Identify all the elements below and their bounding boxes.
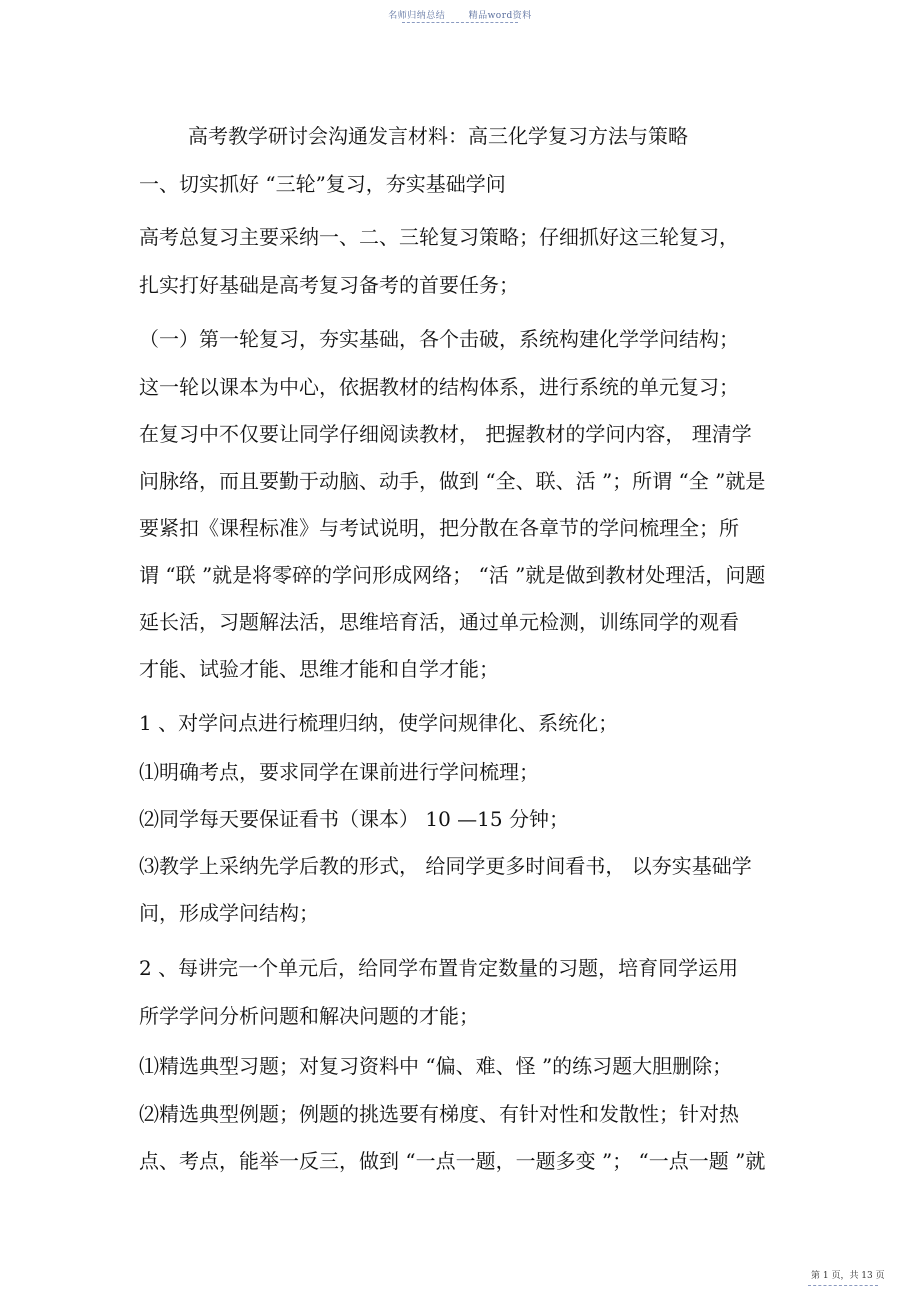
section-heading: 一、切实抓好 “三轮”复习，夯实基础学问	[139, 172, 506, 196]
list-item: ⑴明确考点，要求同学在课前进行学问梳理；	[139, 760, 539, 784]
paragraph-line: 延长活，习题解法活，思维培育活，通过单元检测，训练同学的观看	[139, 610, 739, 634]
paragraph-line: 这一轮以课本为中心，依据教材的结构体系，进行系统的单元复习；	[139, 375, 739, 399]
paragraph-line: 问脉络，而且要勤于动脑、动手，做到 “全、联、活 ”；所谓 “全 ”就是	[139, 469, 766, 493]
paragraph-line: 在复习中不仅要让同学仔细阅读教材， 把握教材的学问内容， 理清学	[139, 422, 752, 446]
header-divider	[402, 22, 518, 23]
list-item: ⑶教学上采纳先学后教的形式， 给同学更多时间看书， 以夯实基础学	[139, 854, 752, 878]
page-header	[0, 8, 920, 21]
list-item: ⑵同学每天要保证看书（课本） 10 —15 分钟；	[139, 807, 569, 831]
paragraph-line: 谓 “联 ”就是将零碎的学问形成网络； “活 ”就是做到教材处理活，问题	[139, 563, 766, 587]
list-item: ⑴精选典型习题；对复习资料中 “偏、难、怪 ”的练习题大胆删除；	[139, 1054, 733, 1078]
numbered-item: 2 、每讲完一个单元后，给同学布置肯定数量的习题，培育同学运用	[139, 956, 739, 980]
paragraph-line: 高考总复习主要采纳一、二、三轮复习策略；仔细抓好这三轮复习，	[139, 225, 739, 249]
paragraph-line: 扎实打好基础是高考复习备考的首要任务；	[139, 273, 519, 297]
paragraph-line: 要紧扣《课程标准》与考试说明，把分散在各章节的学问梳理全；所	[139, 516, 739, 540]
document-title: 高考教学研讨会沟通发言材料：高三化学复习方法与策略	[188, 124, 688, 148]
subsection-heading: （一）第一轮复习，夯实基础，各个击破，系统构建化学学问结构；	[139, 327, 739, 351]
numbered-item: 1 、对学问点进行梳理归纳，使学问规律化、系统化；	[139, 711, 619, 735]
page-number: 第 1 页，共 13 页	[811, 1271, 885, 1281]
header-right-text: 精品word资料	[468, 11, 532, 21]
paragraph-line: 问，形成学问结构；	[139, 901, 319, 925]
footer-divider	[808, 1285, 878, 1286]
paragraph-line: 所学学问分析问题和解决问题的才能；	[139, 1004, 479, 1028]
paragraph-line: 才能、试验才能、思维才能和自学才能；	[139, 657, 499, 681]
paragraph-line: 点、考点，能举一反三，做到 “一点一题，一题多变 ”； “一点一题 ”就	[139, 1149, 766, 1173]
header-left-text: 名师归纳总结	[388, 11, 446, 21]
list-item: ⑵精选典型例题；例题的挑选要有梯度、有针对性和发散性；针对热	[139, 1102, 739, 1126]
